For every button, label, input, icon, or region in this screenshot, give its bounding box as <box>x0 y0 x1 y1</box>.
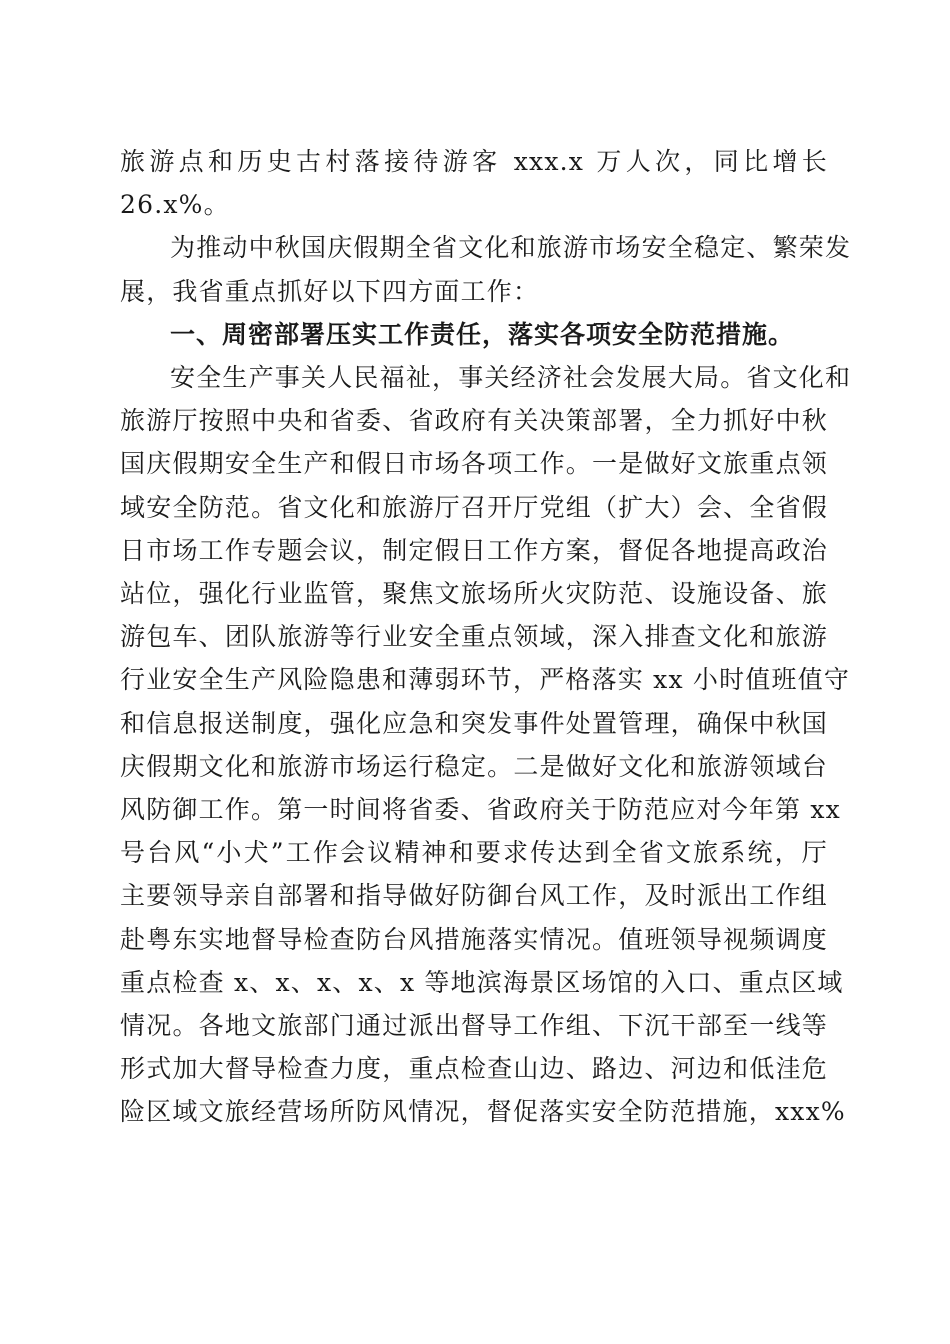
text-line: 庆假期文化和旅游市场运行稳定。二是做好文化和旅游领域台 <box>120 751 828 781</box>
document-body <box>120 140 852 1134</box>
text-line: 游包车、团队旅游等行业安全重点领域，深入排查文化和旅游 <box>120 622 828 652</box>
text-line: 国庆假期安全生产和假日市场各项工作。一是做好文旅重点领 <box>120 449 828 479</box>
text-line: 主要领导亲自部署和指导做好防御台风工作，及时派出工作组 <box>120 881 828 911</box>
text-line: 情况。各地文旅部门通过派出督导工作组、下沉干部至一线等 <box>120 1011 828 1041</box>
section-heading <box>120 313 828 356</box>
text-line: 风防御工作。第一时间将省委、省政府关于防范应对今年第 xx <box>120 795 841 825</box>
text-line: 险区域文旅经营场所防风情况，督促落实安全防范措施，xxx% <box>120 1097 846 1127</box>
text-line: 站位，强化行业监管，聚焦文旅场所火灾防范、设施设备、旅 <box>120 579 828 609</box>
text-line: 重点检查 x、x、x、x、x 等地滨海景区场馆的入口、重点区域 <box>120 967 844 997</box>
heading-line: 一、周密部署压实工作责任，落实各项安全防范措施。 <box>170 319 795 349</box>
text-line: 行业安全生产风险隐患和薄弱环节，严格落实 xx 小时值班值守 <box>120 665 851 695</box>
text-line: 日市场工作专题会议，制定假日工作方案，督促各地提高政治 <box>120 535 828 565</box>
text-line: 为推动中秋国庆假期全省文化和旅游市场安全稳定、繁荣发 <box>170 233 852 263</box>
paragraph-visitor-stats <box>120 140 828 226</box>
text-line: 赴粤东实地督导检查防台风措施落实情况。值班领导视频调度 <box>120 924 828 954</box>
text-line: 旅游点和历史古村落接待游客 xxx.x 万人次，同比增长 <box>120 147 828 176</box>
paragraph-intro <box>120 226 852 312</box>
text-line: 26.x%。 <box>120 190 230 220</box>
text-line: 形式加大督导检查力度，重点检查山边、路边、河边和低洼危 <box>120 1054 828 1084</box>
text-line: 和信息报送制度，强化应急和突发事件处置管理，确保中秋国 <box>120 708 828 738</box>
text-line: 安全生产事关人民福祉，事关经济社会发展大局。省文化和 <box>170 363 852 393</box>
paragraph-safety-measures <box>120 356 852 1134</box>
text-line: 号台风“小犬”工作会议精神和要求传达到全省文旅系统，厅 <box>120 838 828 868</box>
text-line: 展，我省重点抓好以下四方面工作： <box>120 276 540 306</box>
text-line: 域安全防范。省文化和旅游厅召开厅党组（扩大）会、全省假 <box>120 492 828 522</box>
text-line: 旅游厅按照中央和省委、省政府有关决策部署，全力抓好中秋 <box>120 406 828 436</box>
